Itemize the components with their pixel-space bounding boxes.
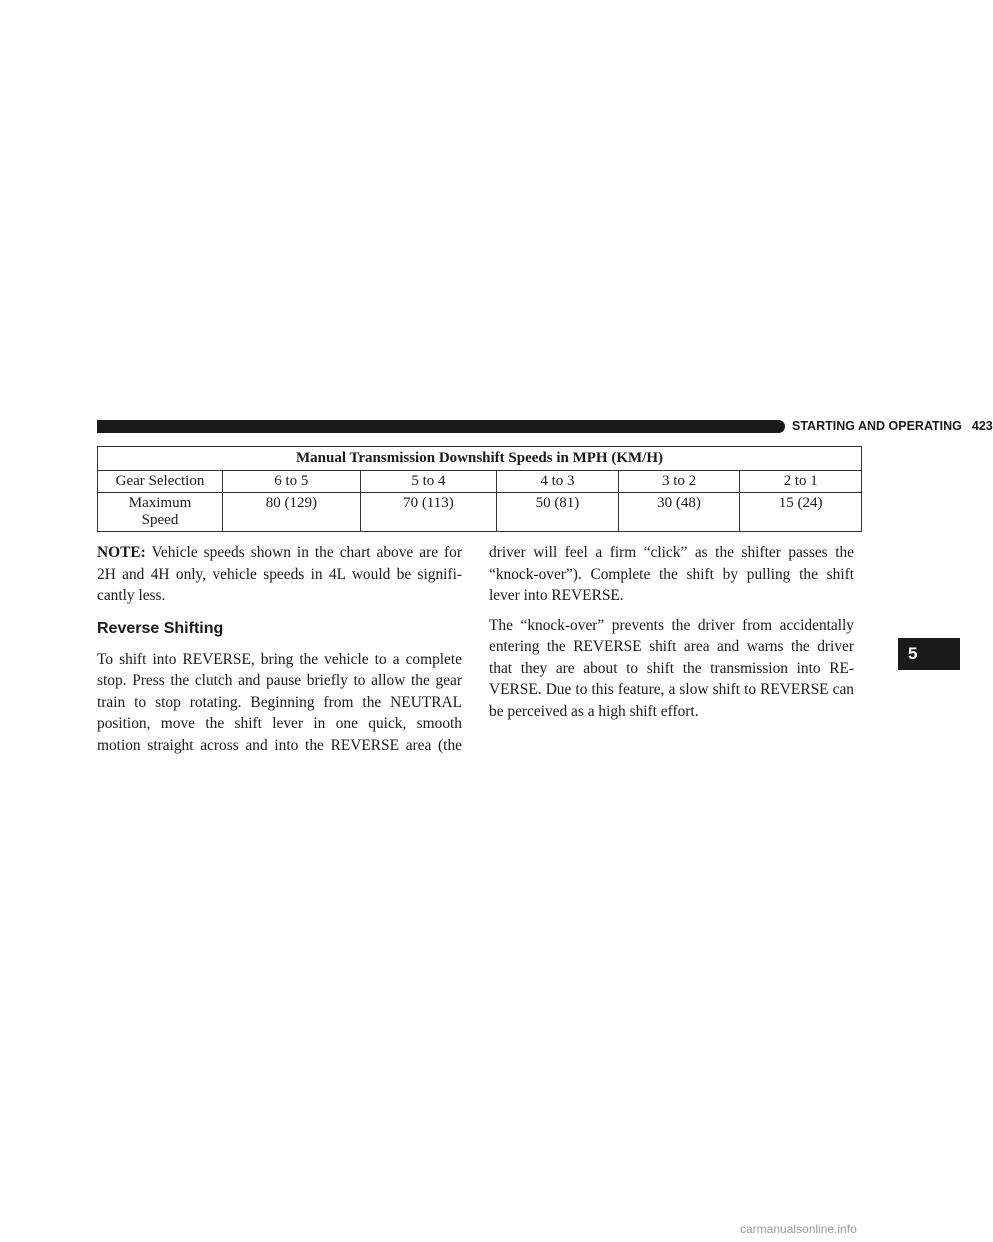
page-number: 423 [971, 419, 993, 433]
note-paragraph [97, 542, 462, 607]
watermark: carmanualsonline.info [740, 1222, 857, 1236]
table-column-header: 3 to 2 [618, 471, 740, 493]
header-rule [97, 420, 785, 433]
table-cell: 70 (113) [360, 493, 496, 532]
chapter-number: 5 [908, 644, 918, 663]
table-column-header: 2 to 1 [740, 471, 862, 493]
table-cell: 50 (81) [497, 493, 619, 532]
note-line: Vehicle speeds shown in the chart above are for [151, 544, 462, 561]
paragraph-line: be perceived as a high shift effort. [489, 702, 699, 720]
table-row [98, 493, 862, 532]
left-column [97, 542, 462, 764]
paragraph-line: lever into REVERSE. [489, 587, 624, 604]
running-header [792, 418, 993, 434]
table-caption: Manual Transmission Downshift Speeds in MPH (KM/H) [98, 447, 862, 471]
paragraph-line: that they are about to shift the transmission into RE- [489, 659, 854, 677]
paragraph-line: entering the REVERSE shift area and warns the driver [489, 638, 854, 655]
table-column-header: 6 to 5 [223, 471, 361, 493]
table-caption-row [98, 447, 862, 471]
note-line: 2H and 4H only, vehicle speeds in 4L would be signifi- [97, 565, 462, 583]
row-label-line: Maximum [128, 495, 192, 511]
section-heading: Reverse Shifting [97, 619, 224, 637]
paragraph-line: motion straight across and into the REVERSE area (the [97, 736, 462, 754]
knock-over-paragraph [489, 615, 854, 723]
paragraph-line: To shift into REVERSE, bring the vehicle to a complete [97, 650, 462, 668]
table-header-row [98, 471, 862, 493]
chapter-tab [898, 638, 960, 670]
paragraph-line: stop. Press the clutch and pause briefly to allow the gear [97, 672, 462, 689]
table-column-header: 5 to 4 [360, 471, 496, 493]
table-cell: 30 (48) [618, 493, 740, 532]
note-label: NOTE: [97, 544, 146, 561]
paragraph-line: VERSE. Due to this feature, a slow shift to REVERSE can [489, 681, 854, 698]
continued-paragraph [489, 542, 854, 607]
downshift-speeds-table [97, 446, 862, 532]
maximum-speed-label [98, 493, 223, 532]
table-column-header: 4 to 3 [497, 471, 619, 493]
reverse-shifting-paragraph [97, 649, 462, 757]
paragraph-line: train to stop rotating. Beginning from the NEUTRAL [97, 693, 462, 711]
paragraph-line: position, move the shift lever in one quick, smooth [97, 715, 462, 732]
header-section-title: STARTING AND OPERATING [792, 419, 962, 433]
right-column [489, 542, 854, 730]
table-cell: 80 (129) [223, 493, 361, 532]
note-line: cantly less. [97, 587, 166, 604]
gear-selection-label: Gear Selection [98, 471, 223, 493]
paragraph-line: The “knock-over” prevents the driver from accidentally [489, 616, 854, 634]
row-label-line: Speed [141, 512, 179, 528]
table-cell: 15 (24) [740, 493, 862, 532]
paragraph-line: “knock-over”). Complete the shift by pulling the shift [489, 565, 854, 583]
paragraph-line: driver will feel a firm “click” as the shifter passes the [489, 544, 854, 561]
